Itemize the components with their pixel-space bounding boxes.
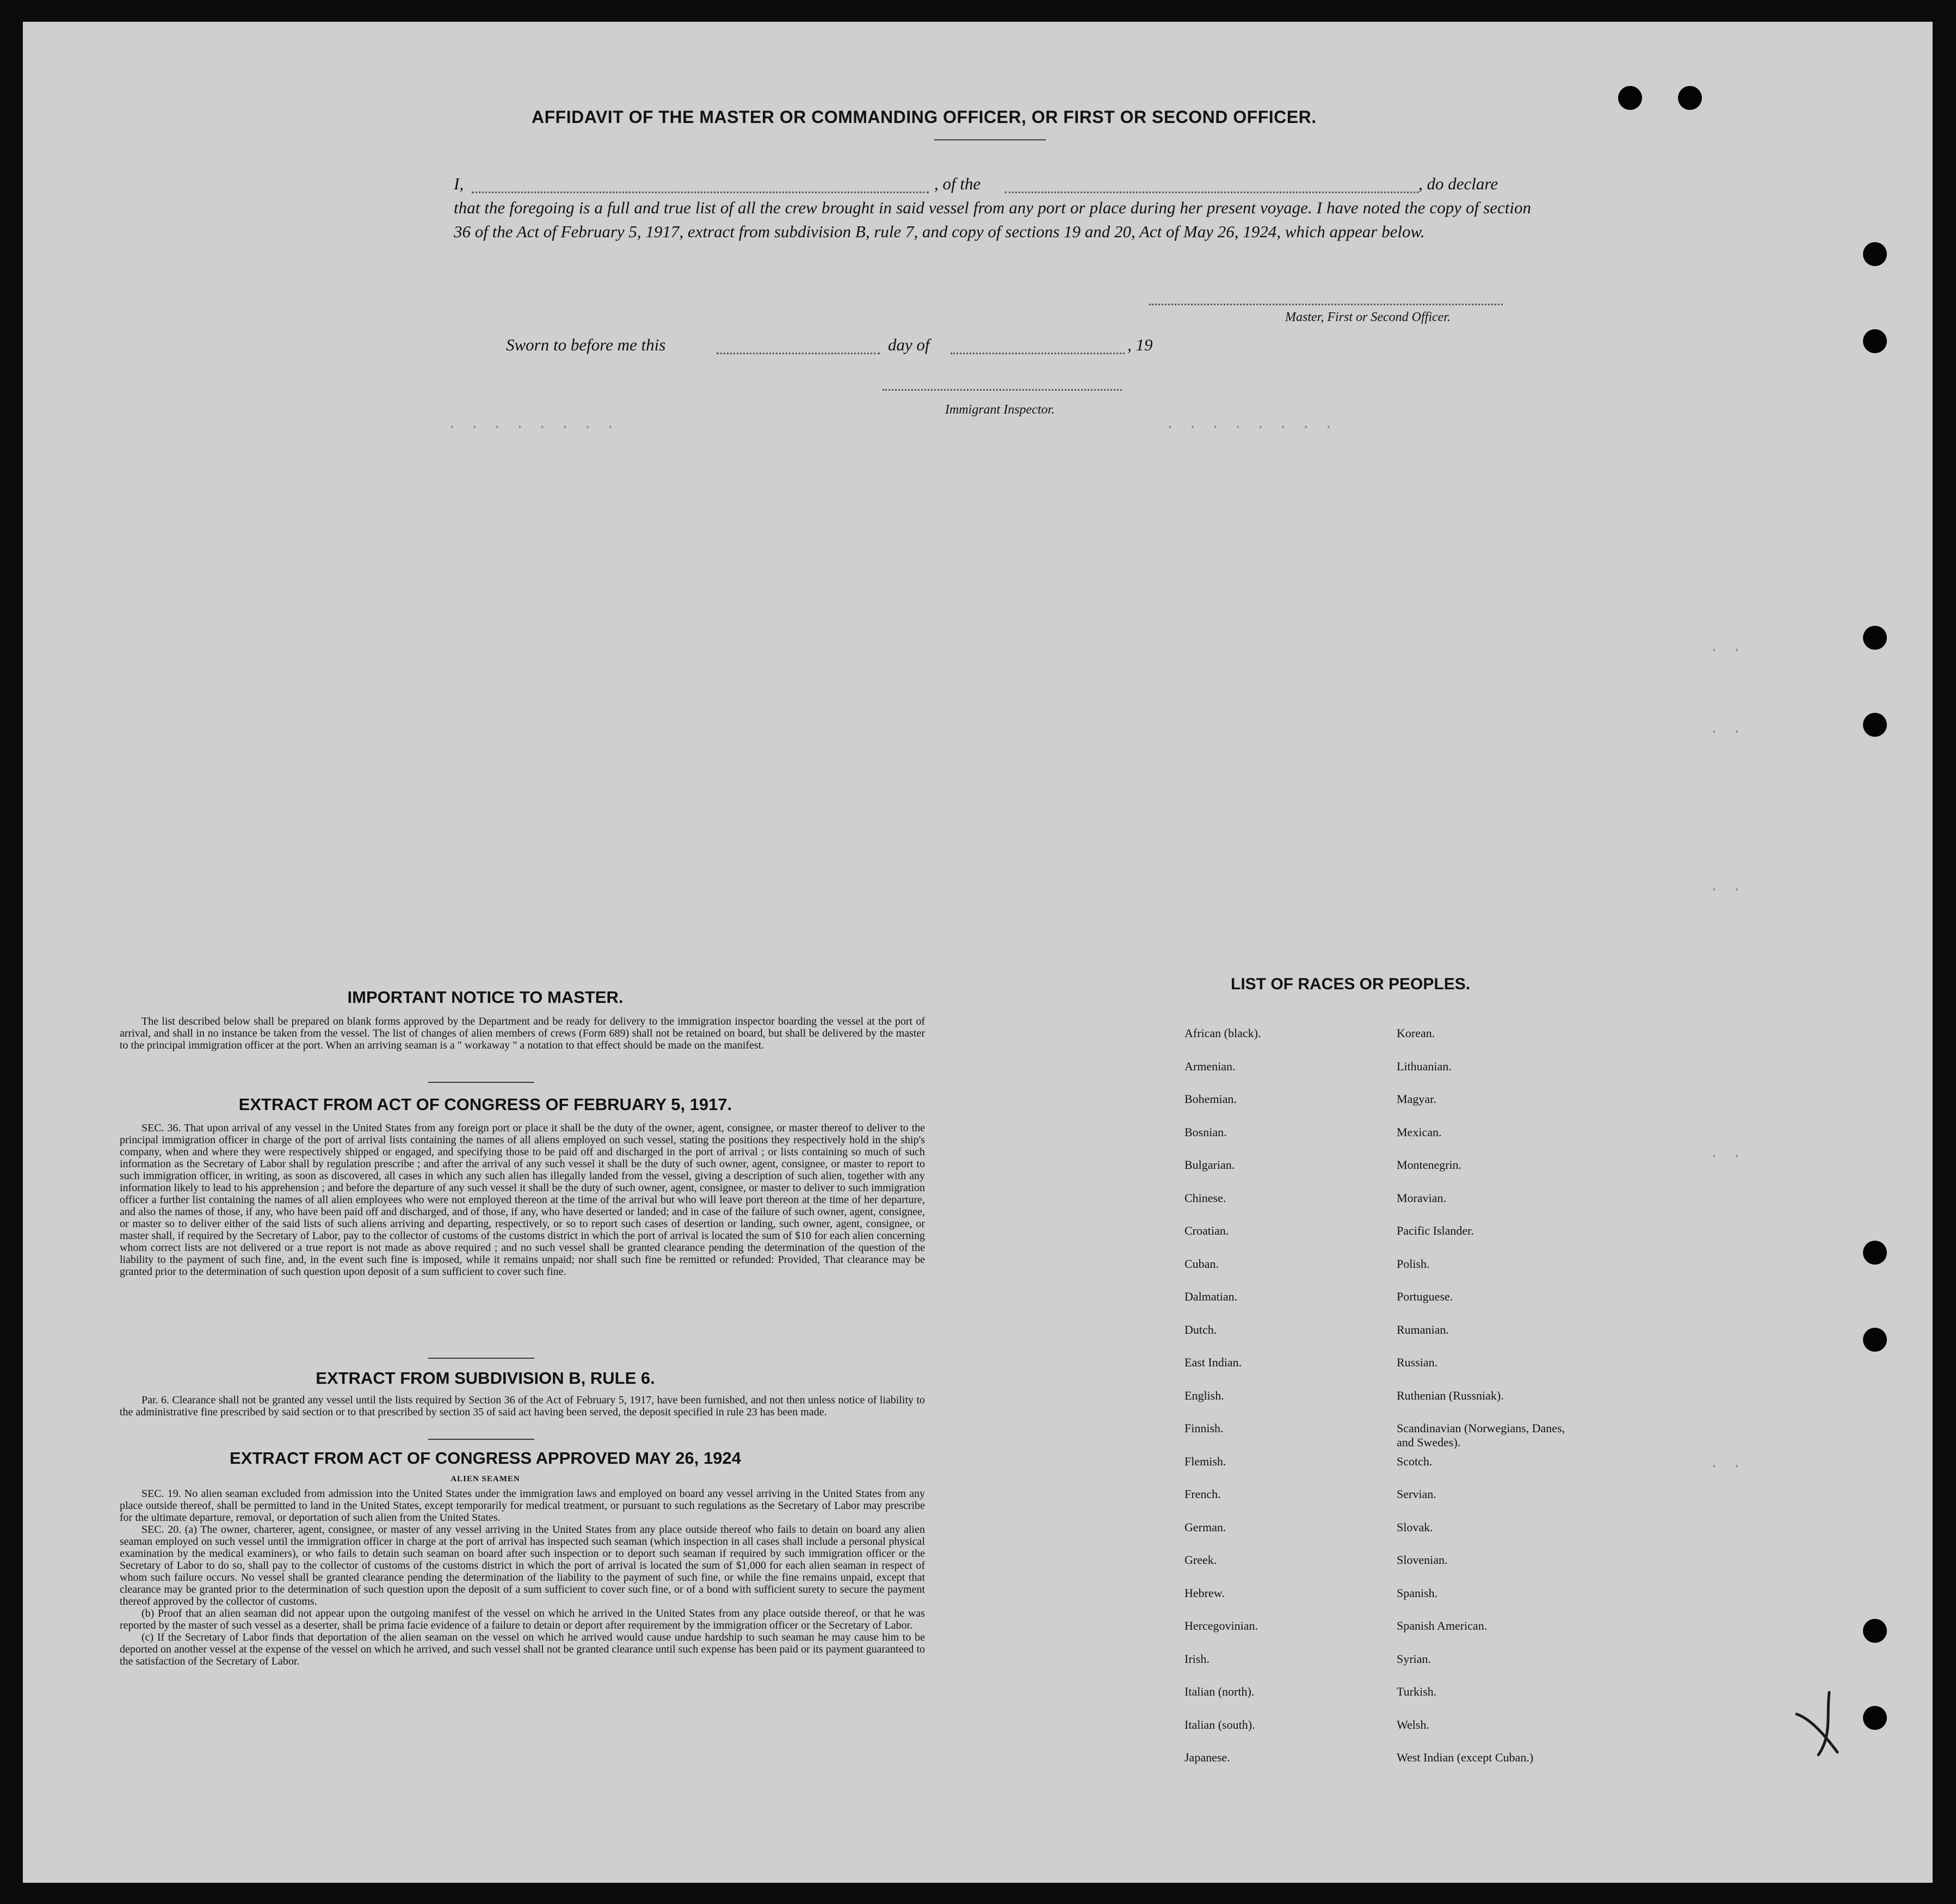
bleed-through: · · · · · · · ·	[447, 419, 618, 436]
races-title: LIST OF RACES OR PEOPLES.	[1231, 975, 1471, 993]
name-blank	[472, 192, 929, 193]
document-page	[23, 22, 1933, 1883]
race-item: Turkish.	[1397, 1685, 1437, 1698]
bleed-through: · ·	[1710, 724, 1744, 741]
race-item: Japanese.	[1184, 1751, 1230, 1764]
signature-label: Master, First or Second Officer.	[1285, 310, 1451, 324]
affidavit-title: AFFIDAVIT OF THE MASTER OR COMMANDING OFFICER, OR FIRST OR SECOND OFFICER.	[532, 107, 1317, 127]
bleed-through: · ·	[1710, 1148, 1744, 1165]
section-divider	[428, 1082, 534, 1083]
race-item: Magyar.	[1397, 1092, 1436, 1106]
race-item: West Indian (except Cuban.)	[1397, 1751, 1534, 1764]
signature-blank	[1149, 304, 1503, 305]
race-item: Croatian.	[1184, 1224, 1229, 1237]
races-column-1	[1184, 1026, 1380, 1810]
sec-19-text: SEC. 19. No alien seaman excluded from admission into the United States under the immigration laws and employed on board any vessel arriving in the United States from any place outside thereof, shall be permitted to land in the United States, except temporarily for medical treatment, or pursuant to such regulations as the Secretary of Labor may prescribe for the ultimate departure, removal, or deportation of such alien from the United States.	[120, 1488, 925, 1524]
race-item: Dutch.	[1184, 1322, 1217, 1336]
punch-hole	[1863, 242, 1887, 266]
extract-rule6-text: Par. 6. Clearance shall not be granted any vessel until the lists required by Section 36 of the Act of February 5, 1917, have been furnished, and not then unless notice of liability to the administrative fine prescribed by said section or to that prescribed by section 35 of said act having been served, the deposit specified in rule 23 has been made.	[120, 1394, 925, 1418]
bleed-through: · ·	[1710, 882, 1744, 898]
race-item: Armenian.	[1184, 1059, 1236, 1073]
extract-1924-subtitle: ALIEN SEAMEN	[451, 1475, 520, 1483]
race-item: Cuban.	[1184, 1256, 1219, 1271]
race-item: Slovak.	[1397, 1520, 1433, 1534]
race-item: German.	[1184, 1520, 1226, 1534]
race-item: Korean.	[1397, 1026, 1435, 1040]
title-underline	[934, 139, 1046, 140]
sworn-year-label: , 19	[1127, 335, 1153, 354]
race-item: Portuguese.	[1397, 1290, 1453, 1303]
section-divider	[428, 1439, 534, 1440]
punch-hole	[1863, 1619, 1887, 1643]
race-item: Flemish.	[1184, 1454, 1226, 1468]
race-item: Bulgarian.	[1184, 1158, 1235, 1172]
bleed-through: · ·	[1710, 1458, 1744, 1475]
punch-hole	[1863, 1241, 1887, 1265]
race-item: Finnish.	[1184, 1421, 1224, 1435]
extract-1924-title: EXTRACT FROM ACT OF CONGRESS APPROVED MAY 26, 1924	[230, 1449, 741, 1468]
sworn-label: Sworn to before me this	[506, 335, 666, 354]
race-item: Mexican.	[1397, 1125, 1442, 1139]
race-item: Bosnian.	[1184, 1125, 1227, 1139]
bleed-through: · ·	[1710, 642, 1744, 659]
race-item: Ruthenian (Russniak).	[1397, 1388, 1504, 1402]
notice-title: IMPORTANT NOTICE TO MASTER.	[347, 988, 624, 1007]
race-item: Moravian.	[1397, 1191, 1447, 1205]
race-item: Spanish American.	[1397, 1619, 1488, 1632]
race-item: East Indian.	[1184, 1355, 1242, 1369]
race-item: Syrian.	[1397, 1652, 1431, 1666]
race-item: African (black).	[1184, 1026, 1261, 1040]
race-item: Rumanian.	[1397, 1322, 1449, 1336]
section-divider	[428, 1358, 534, 1359]
race-item: Dalmatian.	[1184, 1290, 1238, 1303]
race-item: Scandinavian (Norwegians, Danes, and Swedes).	[1397, 1421, 1565, 1449]
extract-1917-text: SEC. 36. That upon arrival of any vessel in the United States from any foreign port or place it shall be the duty of the owner, agent, consignee, or master thereof to deliver to the principal immigration officer in charge of the port of arrival lists containing the names of all aliens employed on such vessel, stating the positions they respectively hold in the ship's company, when and where they were respectively shipped or engaged, and specifying those to be paid off and discharged in the port of arrival ; or lists containing so much of such information as the Secretary of Labor shall by regulation prescribe ; and after the arrival of any such vessel it shall be the duty of such owner, agent, consignee, or master to report to such immigration officer, in writing, as soon as discovered, all cases in which any such alien has illegally landed from the vessel, giving a description of such alien, together with any information likely to lead to his apprehension ; and before the departure of any such vessel it shall be the duty of such owner, agent, consignee, or master to deliver to such immigration officer a further list containing the names of all alien employees who were not employed thereon at the time of the arrival but who will leave port thereon at the time of her departure, and also the names of those, if any, who have been paid off and discharged, and of those, if any, who have deserted or landed; and in case of the failure of such owner, agent, consignee, or master so to deliver either of the said lists of such aliens arriving and departing, respectively, or so to report such cases of desertion or landing, such owner, agent, consignee, or master shall, if required by the Secretary of Labor, pay to the collector of customs of the customs district in which the port of arrival is located the sum of $10 for each alien concerning whom correct lists are not delivered or a true report is not made as above required ; and no such vessel shall be granted clearance pending the determination of the question of the liability to the payment of such fine, and, in the event such fine is imposed, while it remains unpaid; nor shall such fine be remitted or refunded: Provided, That clearance may be granted prior to the determination of such question upon deposit of a sum sufficient to cover such fine.	[120, 1122, 925, 1278]
punch-hole	[1863, 329, 1887, 353]
punch-hole	[1863, 1328, 1887, 1352]
affidavit-body: that the foregoing is a full and true list of all the crew brought in said vessel from any port or place during her present voyage. I have noted the copy of section 36 of the Act of February 5, 1917, extract from subdivision B, rule 7, and copy of sections 19 and 20, Act of May 26, 1924, which appear below.	[454, 198, 1531, 241]
inspector-blank	[883, 389, 1122, 391]
race-item: Welsh.	[1397, 1717, 1429, 1732]
sec-20c-text: (c) If the Secretary of Labor finds that deportation of the alien seaman on the vessel on which he arrived would cause undue hardship to such seaman he may cause him to be deported on another vessel at the expense of the vessel on which he arrived, and such vessel shall not be granted clearance until such expense has been paid or its payment guaranteed to the satisfaction of the Secretary of Labor.	[120, 1631, 925, 1667]
race-item: Hebrew.	[1184, 1586, 1225, 1600]
sec-20b-text: (b) Proof that an alien seaman did not appear upon the outgoing manifest of the vessel on which he arrived in the United States from any place outside thereof, or that he was reported by the master of such vessel as a deserter, shall be prima facie evidence of a failure to detain or deport after requirement by the immigration officer or the Secretary of Labor.	[120, 1607, 925, 1631]
affidavit-i-label: I,	[454, 174, 464, 193]
sec-20a-text: SEC. 20. (a) The owner, charterer, agent, consignee, or master of any vessel arriving in the United States from any place outside thereof who fails to detain on board any alien seaman employed on such vessel until the immigration officer in charge at the port of arrival has inspected such seaman (which inspection in all cases shall include a personal physical examination by the medical examiners), or who fails to detain such seaman on board after such inspection or to deport such seaman if required by such immigration officer or the Secretary of Labor to do so, shall pay to the collector of customs of the customs district in which the port of arrival is located the sum of $1,000 for each alien seaman in respect of whom such failure occurs. No vessel shall be granted clearance pending the determination of the liability to the payment of such fine, or while the fine remains unpaid, except that clearance may be granted prior to the determination of such question upon the deposit of a sum sufficient to cover such fine, or of a bond with sufficient surety to secure the payment thereof approved by the collector of customs.	[120, 1524, 925, 1607]
race-item: Irish.	[1184, 1652, 1210, 1666]
punch-hole	[1863, 713, 1887, 737]
punch-hole	[1678, 86, 1702, 110]
extract-1924-body	[120, 1488, 925, 1667]
race-item: Lithuanian.	[1397, 1059, 1452, 1073]
affidavit-of-the-label: , of the	[934, 174, 981, 193]
race-item: Chinese.	[1184, 1191, 1226, 1205]
punch-hole	[1863, 1706, 1887, 1730]
extract-1917-title: EXTRACT FROM ACT OF CONGRESS OF FEBRUARY 5, 1917.	[238, 1095, 732, 1114]
race-item: Montenegrin.	[1397, 1158, 1462, 1172]
race-item: English.	[1184, 1388, 1224, 1402]
race-item: Slovenian.	[1397, 1553, 1448, 1567]
race-item: Pacific Islander.	[1397, 1224, 1474, 1237]
race-item: Hercegovinian.	[1184, 1619, 1258, 1632]
punch-hole	[1618, 86, 1642, 110]
sworn-day-of-label: day of	[888, 335, 930, 354]
race-item: Spanish.	[1397, 1586, 1438, 1600]
inspector-label: Immigrant Inspector.	[945, 403, 1055, 417]
vessel-blank	[1005, 192, 1418, 193]
race-item: French.	[1184, 1487, 1221, 1501]
race-item: Italian (south).	[1184, 1717, 1255, 1732]
notice-text: The list described below shall be prepared on blank forms approved by the Department and be ready for delivery to the immigration inspector boarding the vessel at the port of arrival, and shall in no instance be taken from the vessel. The list of changes of alien members of crews (Form 689) shall not be retained on board, but shall be delivered by the master to the principal immigration officer at the port. When an arriving seaman is a " workaway " a notation to that effect should be made on the manifest.	[120, 1015, 925, 1051]
race-item: Russian.	[1397, 1355, 1438, 1369]
races-column-2	[1397, 1026, 1625, 1810]
race-item: Scotch.	[1397, 1454, 1433, 1468]
affidavit-declare-label: , do declare	[1418, 174, 1498, 193]
sworn-day-blank	[717, 353, 880, 354]
bleed-through: · · · · · · · ·	[1165, 419, 1336, 436]
extract-rule6-title: EXTRACT FROM SUBDIVISION B, RULE 6.	[316, 1369, 655, 1388]
race-item: Greek.	[1184, 1553, 1217, 1567]
race-item: Italian (north).	[1184, 1685, 1255, 1698]
race-item: Servian.	[1397, 1487, 1436, 1501]
race-item: Polish.	[1397, 1256, 1430, 1271]
punch-hole	[1863, 626, 1887, 650]
race-item: Bohemian.	[1184, 1092, 1237, 1106]
sworn-month-blank	[951, 353, 1125, 354]
handwritten-mark	[1786, 1681, 1851, 1758]
